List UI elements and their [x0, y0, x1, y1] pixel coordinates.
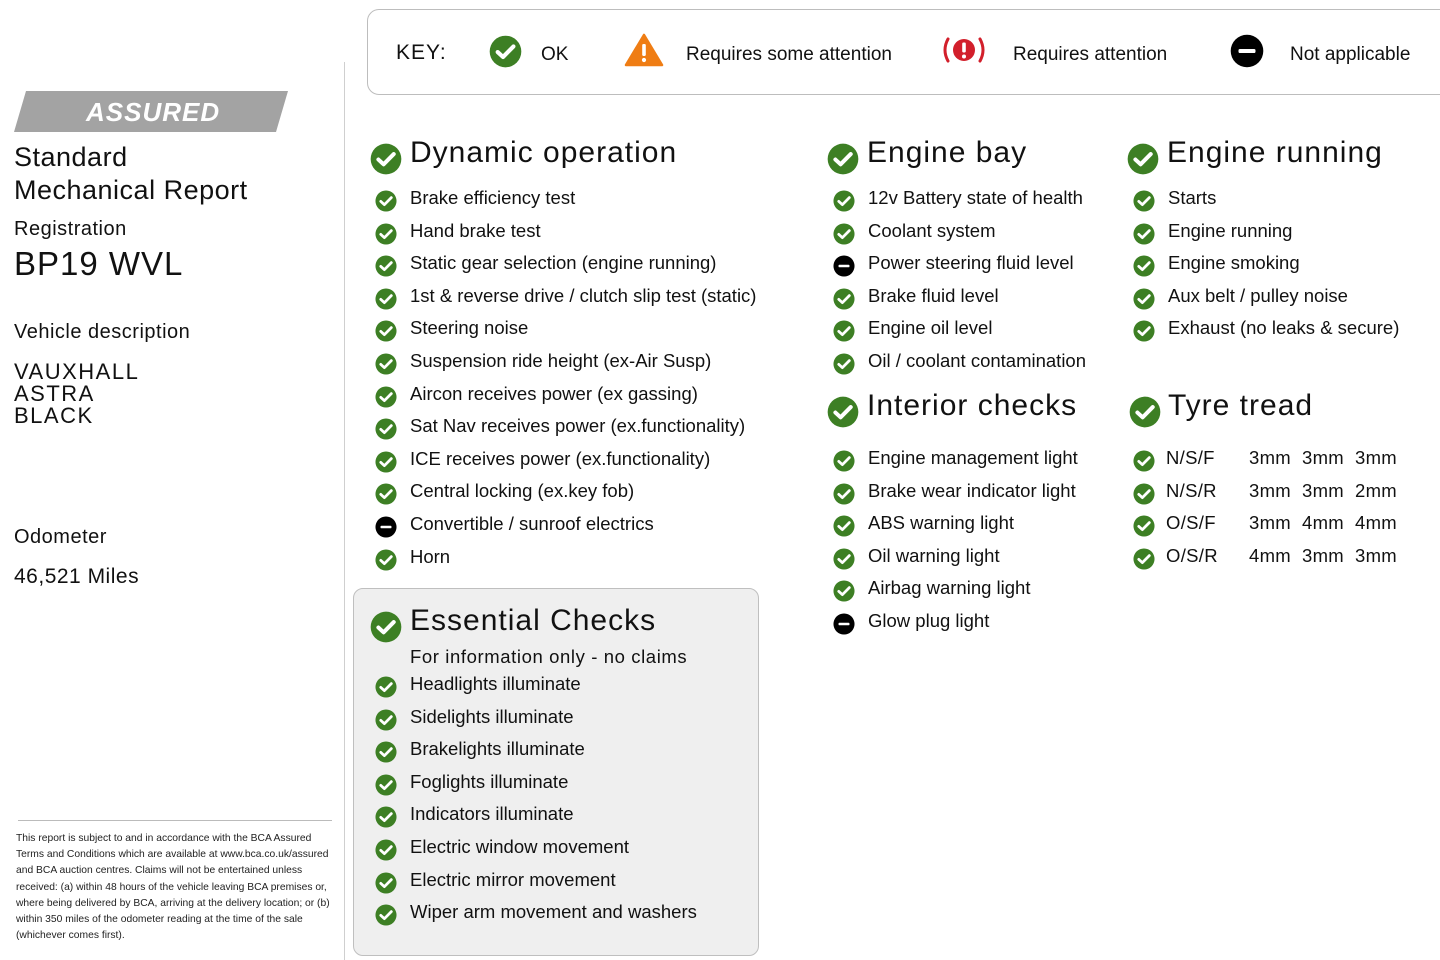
essential-checks-item: Indicators illuminate	[410, 803, 574, 825]
tyre-reading: 3mm	[1355, 544, 1398, 566]
ok-check-icon	[833, 515, 855, 537]
vehicle-description-label: Vehicle description	[14, 321, 191, 343]
essential-subtitle: For information only - no claims	[410, 646, 688, 667]
interior-checks-item: Airbag warning light	[868, 577, 1031, 599]
dynamic-operation-item: Static gear selection (engine running)	[410, 252, 717, 274]
engine-running-item: Exhaust (no leaks & secure)	[1168, 317, 1400, 339]
engine-running-title: Engine running	[1167, 136, 1383, 169]
ok-check-icon	[827, 143, 859, 175]
ok-check-icon	[833, 190, 855, 212]
disclaimer-text: This report is subject to and in accordance with the BCA Assured Terms and Conditions which are available at www.bca.co.uk/assured and BCA auction centres. Claims will not be entertained unless received: (a) within 48 hours of the vehicle leaving BCA premises or, where being delivered by BCA, arriving at the delivery location; or (b) within 350 miles of the odometer reading at the time of the sale (whichever comes first).	[16, 833, 330, 942]
ok-check-icon	[370, 143, 402, 175]
ok-check-icon	[375, 483, 397, 505]
ok-check-icon	[1129, 396, 1161, 428]
key-some-attention-label: Requires some attention	[686, 44, 892, 65]
ok-check-icon	[375, 709, 397, 731]
engine-bay-item: 12v Battery state of health	[868, 187, 1083, 208]
essential-checks-item: Brakelights illuminate	[410, 738, 585, 760]
tyre-position: O/S/F	[1166, 512, 1216, 534]
not-applicable-icon	[1230, 34, 1264, 68]
engine-running-item: Engine running	[1168, 219, 1293, 241]
ok-check-icon	[375, 386, 397, 408]
tyre-reading: 4mm	[1355, 512, 1398, 534]
ok-check-icon	[1133, 548, 1155, 570]
ok-check-icon	[375, 676, 397, 698]
ok-check-icon	[1133, 223, 1155, 245]
engine-running-item: Aux belt / pulley noise	[1168, 284, 1348, 306]
essential-checks-item: Foglights illuminate	[410, 770, 569, 792]
ok-check-icon	[370, 611, 402, 643]
tyre-position: N/S/R	[1166, 479, 1217, 501]
registration-value: BP19 WVL	[14, 245, 184, 282]
key-na-label: Not applicable	[1290, 44, 1411, 65]
tyre-reading: 3mm	[1302, 544, 1345, 566]
ok-check-icon	[833, 580, 855, 602]
tyre-reading: 3mm	[1249, 512, 1292, 534]
ok-check-icon	[1133, 255, 1155, 277]
vehicle-model: ASTRA	[14, 381, 95, 406]
vehicle-description	[14, 361, 139, 427]
dynamic-operation-item: Suspension ride height (ex-Air Susp)	[410, 350, 712, 371]
essential-checks-item: Headlights illuminate	[410, 673, 581, 694]
ok-check-icon	[375, 418, 397, 440]
engine-bay-title: Engine bay	[867, 136, 1028, 169]
report-title	[14, 141, 248, 207]
dynamic-operation-item: 1st & reverse drive / clutch slip test (static)	[410, 284, 757, 306]
registration-label: Registration	[14, 218, 127, 240]
essential-checks-title: Essential Checks	[410, 604, 657, 637]
danger-icon	[941, 34, 987, 66]
interior-checks-item: Engine management light	[868, 447, 1078, 468]
ok-check-icon	[833, 320, 855, 342]
engine-bay-item: Oil / coolant contamination	[868, 350, 1087, 371]
vehicle-colour: BLACK	[14, 403, 94, 428]
ok-check-icon	[375, 774, 397, 796]
tyre-position: N/S/F	[1166, 447, 1215, 468]
dynamic-operation-item: Horn	[410, 545, 451, 567]
ok-check-icon	[833, 353, 855, 375]
not-applicable-icon	[833, 613, 855, 635]
interior-checks-item: Brake wear indicator light	[868, 479, 1076, 501]
report-title-line1: Standard	[14, 142, 128, 172]
engine-bay-item: Engine oil level	[868, 317, 993, 339]
ok-check-icon	[833, 223, 855, 245]
ok-check-icon	[375, 839, 397, 861]
dynamic-operation-title: Dynamic operation	[410, 136, 678, 169]
interior-checks-title: Interior checks	[867, 389, 1078, 422]
ok-check-icon	[375, 255, 397, 277]
ok-check-icon	[375, 320, 397, 342]
ok-check-icon	[375, 223, 397, 245]
ok-check-icon	[833, 483, 855, 505]
assured-label: ASSURED	[86, 97, 221, 127]
key-attention-label: Requires attention	[1013, 44, 1168, 65]
tyre-reading: 4mm	[1302, 512, 1345, 534]
tyre-reading: 3mm	[1302, 447, 1345, 468]
dynamic-operation-item: Sat Nav receives power (ex.functionality)	[410, 415, 746, 437]
engine-running-item: Starts	[1168, 187, 1217, 208]
ok-check-icon	[1133, 288, 1155, 310]
vehicle-make: VAUXHALL	[14, 359, 140, 384]
tyre-reading: 3mm	[1249, 479, 1292, 501]
ok-check-icon	[375, 549, 397, 571]
not-applicable-icon	[833, 255, 855, 277]
ok-check-icon	[1133, 483, 1155, 505]
odometer-value: 46,521 Miles	[14, 565, 140, 588]
ok-check-icon	[1133, 450, 1155, 472]
ok-check-icon	[1127, 143, 1159, 175]
tyre-reading: 3mm	[1302, 479, 1345, 501]
ok-check-icon	[375, 288, 397, 310]
ok-check-icon	[375, 806, 397, 828]
dynamic-operation-item: Brake efficiency test	[410, 187, 576, 208]
essential-checks-item: Wiper arm movement and washers	[410, 901, 697, 923]
tyre-reading: 4mm	[1249, 544, 1292, 566]
ok-check-icon	[375, 872, 397, 894]
engine-bay-item: Brake fluid level	[868, 284, 999, 306]
ok-check-icon	[827, 396, 859, 428]
ok-check-icon	[375, 190, 397, 212]
report-title-line2: Mechanical Report	[14, 175, 248, 205]
ok-check-icon	[375, 741, 397, 763]
dynamic-operation-item: Aircon receives power (ex gassing)	[410, 382, 698, 404]
not-applicable-icon	[375, 516, 397, 538]
ok-check-icon	[1133, 515, 1155, 537]
ok-check-icon	[375, 353, 397, 375]
tyre-position: O/S/R	[1166, 544, 1218, 566]
interior-checks-item: Glow plug light	[868, 610, 990, 631]
interior-checks-item: ABS warning light	[868, 512, 1015, 534]
key-legend	[367, 9, 1440, 95]
essential-checks-item: Electric mirror movement	[410, 868, 616, 890]
key-label: KEY:	[396, 41, 447, 64]
ok-check-icon	[833, 450, 855, 472]
warning-icon	[624, 33, 664, 67]
essential-checks-item: Electric window movement	[410, 836, 629, 857]
tyre-tread-title: Tyre tread	[1168, 389, 1314, 422]
ok-check-icon	[375, 904, 397, 926]
dynamic-operation-item: Steering noise	[410, 317, 529, 339]
engine-bay-item: Coolant system	[868, 219, 996, 241]
dynamic-operation-item: Convertible / sunroof electrics	[410, 513, 654, 534]
tyre-reading: 2mm	[1355, 479, 1398, 501]
ok-check-icon	[375, 451, 397, 473]
column-divider	[344, 62, 345, 960]
ok-check-icon	[833, 288, 855, 310]
dynamic-operation-item: Central locking (ex.key fob)	[410, 480, 635, 502]
key-ok-label: OK	[541, 44, 569, 65]
dynamic-operation-item: Hand brake test	[410, 219, 541, 241]
odometer-label: Odometer	[14, 526, 107, 548]
essential-checks-item: Sidelights illuminate	[410, 705, 574, 727]
tyre-reading: 3mm	[1355, 447, 1398, 468]
interior-checks-item: Oil warning light	[868, 544, 1000, 566]
tyre-reading: 3mm	[1249, 447, 1292, 468]
dynamic-operation-item: ICE receives power (ex.functionality)	[410, 447, 711, 469]
engine-running-item: Engine smoking	[1168, 252, 1300, 274]
ok-check-icon	[833, 548, 855, 570]
ok-icon	[489, 35, 522, 68]
divider	[18, 820, 332, 821]
ok-check-icon	[1133, 320, 1155, 342]
engine-bay-item: Power steering fluid level	[868, 252, 1074, 274]
ok-check-icon	[1133, 190, 1155, 212]
